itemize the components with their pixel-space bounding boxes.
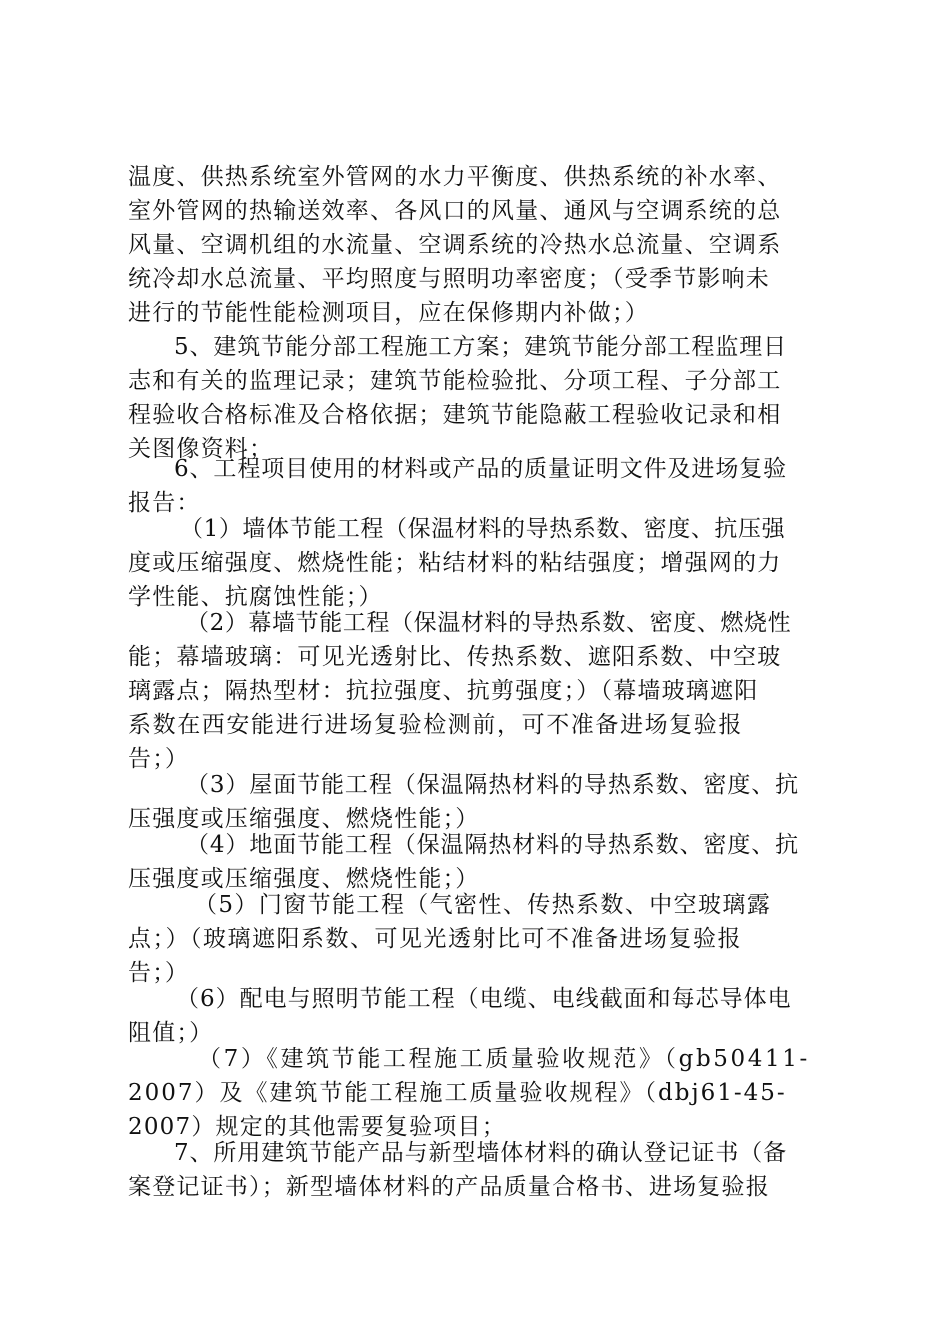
text-line: 压强度或压缩强度、燃烧性能；） (128, 866, 480, 892)
text-line: 2007）及《建筑节能工程施工质量验收规程》（dbj61-45- (128, 1080, 787, 1106)
text-line: 进行的节能性能检测项目，应在保修期内补做；） (128, 300, 649, 326)
text-line: 告；） (128, 960, 190, 986)
text-line: 关图像资料； (128, 436, 274, 462)
text-line: （4）地面节能工程（保温隔热材料的导热系数、密度、抗 (186, 832, 800, 858)
text-line: 6、工程项目使用的材料或产品的质量证明文件及进场复验 (174, 456, 788, 482)
text-line: 阻值；） (128, 1020, 214, 1046)
text-line: 7、所用建筑节能产品与新型墙体材料的确认登记证书（备 (174, 1140, 788, 1166)
text-line: 程验收合格标准及合格依据；建筑节能隐蔽工程验收记录和相 (128, 402, 782, 428)
text-line: 报告： (128, 490, 201, 516)
text-line: 学性能、抗腐蚀性能；） (128, 584, 383, 610)
text-line: （3）屋面节能工程（保温隔热材料的导热系数、密度、抗 (186, 772, 800, 798)
text-line: 案登记证书）；新型墙体材料的产品质量合格书、进场复验报 (128, 1174, 770, 1200)
text-line: 璃露点；隔热型材：抗拉强度、抗剪强度；）（幕墙玻璃遮阳 (128, 678, 759, 704)
text-line: 温度、供热系统室外管网的水力平衡度、供热系统的补水率、 (128, 164, 782, 190)
text-line: 2007）规定的其他需要复验项目； (128, 1114, 506, 1140)
text-line: （2）幕墙节能工程（保温材料的导热系数、密度、燃烧性 (186, 610, 792, 636)
text-line: 统冷却水总流量、平均照度与照明功率密度；（受季节影响未 (128, 266, 770, 292)
text-line: （1）墙体节能工程（保温材料的导热系数、密度、抗压强 (180, 516, 786, 542)
text-line: 能；幕墙玻璃：可见光透射比、传热系数、遮阳系数、中空玻 (128, 644, 782, 670)
text-line: （7）《建筑节能工程施工质量验收规范》（gb50411- (198, 1046, 810, 1072)
text-line: 告；） (128, 746, 190, 772)
text-line: 系数在西安能进行进场复验检测前，可不准备进场复验报 (128, 712, 743, 738)
text-line: 点；）（玻璃遮阳系数、可见光透射比可不准备进场复验报 (128, 926, 742, 952)
text-line: 志和有关的监理记录；建筑节能检验批、分项工程、子分部工 (128, 368, 782, 394)
text-line: 压强度或压缩强度、燃烧性能；） (128, 806, 480, 832)
text-line: 5、建筑节能分部工程施工方案；建筑节能分部工程监理日 (174, 334, 788, 360)
text-line: （5）门窗节能工程（气密性、传热系数、中空玻璃露 (194, 892, 772, 918)
text-line: 室外管网的热输送效率、各风口的风量、通风与空调系统的总 (128, 198, 782, 224)
text-line: 风量、空调机组的水流量、空调系统的冷热水总流量、空调系 (128, 232, 782, 258)
text-line: （6）配电与照明节能工程（电缆、电线截面和每芯导体电 (176, 986, 792, 1012)
text-line: 度或压缩强度、燃烧性能；粘结材料的粘结强度；增强网的力 (128, 550, 782, 576)
